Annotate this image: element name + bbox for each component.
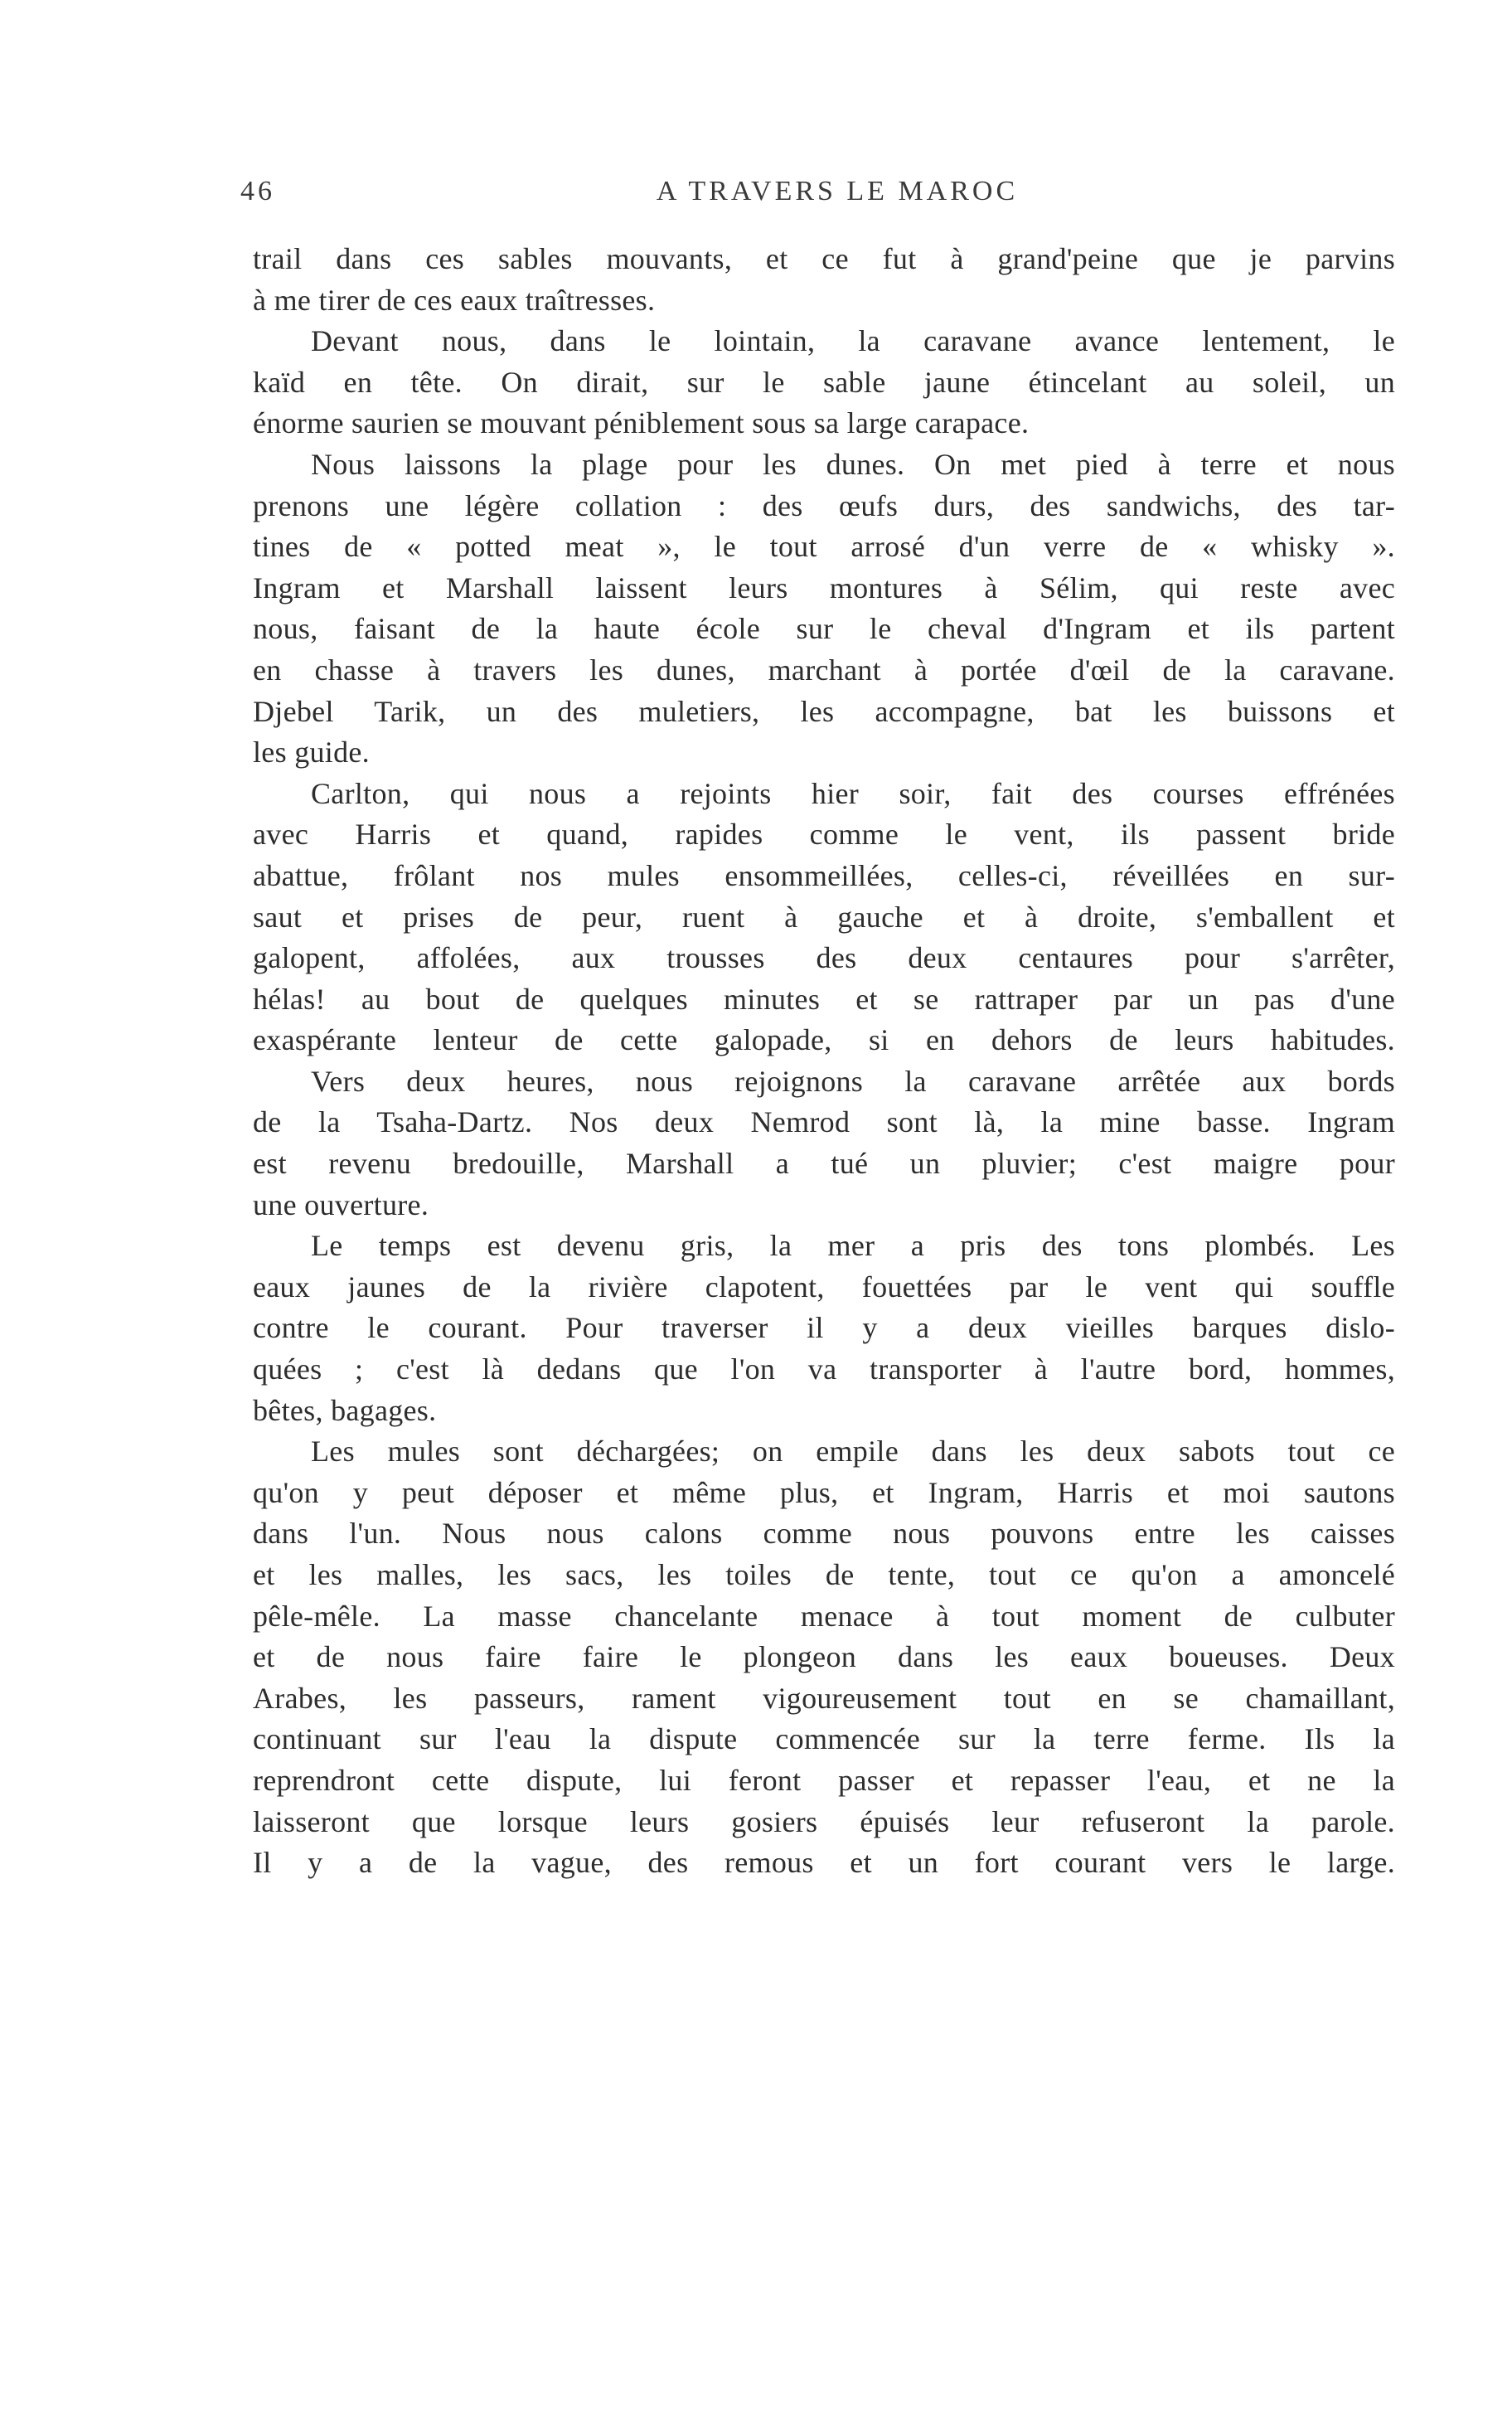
text-line: Il y a de la vague, des remous et un fort courant vers le large. xyxy=(253,1846,1395,1880)
text-line: hélas! au bout de quelques minutes et se rattraper par un pas d'une xyxy=(253,982,1395,1016)
text-line: est revenu bredouille, Marshall a tué un pluvier; c'est maigre pour xyxy=(253,1147,1395,1181)
text-line: Vers deux heures, nous rejoignons la caravane arrêtée aux bords xyxy=(311,1064,1395,1098)
text-line: et de nous faire faire le plongeon dans les eaux boueuses. Deux xyxy=(253,1640,1395,1674)
text-line: laisseront que lorsque leurs gosiers épuisés leur refuseront la parole. xyxy=(253,1804,1395,1838)
text-line: exaspérante lenteur de cette galopade, si en dehors de leurs habitudes. xyxy=(253,1023,1395,1057)
text-line: et les malles, les sacs, les toiles de tente, tout ce qu'on a amoncelé xyxy=(253,1558,1395,1591)
text-line: dans l'un. Nous nous calons comme nous pouvons entre les caisses xyxy=(253,1517,1395,1551)
text-line: contre le courant. Pour traverser il y a deux vieilles barques dislo- xyxy=(253,1311,1395,1345)
text-line: Ingram et Marshall laissent leurs montures à Sélim, qui reste avec xyxy=(253,570,1395,604)
text-line: continuant sur l'eau la dispute commencée sur la terre ferme. Ils la xyxy=(253,1722,1395,1756)
text-line: nous, faisant de la haute école sur le cheval d'Ingram et ils partent xyxy=(253,612,1395,646)
text-line: galopent, affolées, aux trousses des deux centaures pour s'arrêter, xyxy=(253,941,1395,975)
text-line: Le temps est devenu gris, la mer a pris des tons plombés. Les xyxy=(311,1229,1395,1263)
text-line: Nous laissons la plage pour les dunes. On met pied à terre et nous xyxy=(311,447,1395,481)
text-line: abattue, frôlant nos mules ensommeillées, celles-ci, réveillées en sur- xyxy=(253,858,1395,892)
text-line: quées ; c'est là dedans que l'on va transporter à l'autre bord, hommes, xyxy=(253,1352,1395,1386)
text-line: avec Harris et quand, rapides comme le vent, ils passent bride xyxy=(253,818,1395,852)
text-line: trail dans ces sables mouvants, et ce fut à grand'peine que je parvins xyxy=(253,242,1395,275)
text-line: Arabes, les passeurs, rament vigoureusement tout en se chamaillant, xyxy=(253,1681,1395,1715)
text-line: Les mules sont déchargées; on empile dans les deux sabots tout ce xyxy=(311,1435,1395,1469)
text-line: kaïd en tête. On dirait, sur le sable jaune étincelant au soleil, un xyxy=(253,365,1395,399)
text-line: tines de « potted meat », le tout arrosé d'un verre de « whisky ». xyxy=(253,530,1395,564)
text-line: reprendront cette dispute, lui feront passer et repasser l'eau, et ne la xyxy=(253,1763,1395,1797)
text-line: une ouverture. xyxy=(253,1187,429,1221)
text-line: bêtes, bagages. xyxy=(253,1393,437,1427)
text-line: les guide. xyxy=(253,736,370,770)
page-number: 46 xyxy=(240,176,275,206)
text-line: à me tirer de ces eaux traîtresses. xyxy=(253,283,656,317)
text-line: pêle-mêle. La masse chancelante menace à tout moment de culbuter xyxy=(253,1599,1395,1633)
text-line: saut et prises de peur, ruent à gauche et à droite, s'emballent et xyxy=(253,900,1395,934)
text-line: Carlton, qui nous a rejoints hier soir, fait des courses effrénées xyxy=(311,776,1395,810)
text-line: eaux jaunes de la rivière clapotent, fouettées par le vent qui souffle xyxy=(253,1270,1395,1304)
text-line: qu'on y peut déposer et même plus, et Ingram, Harris et moi sautons xyxy=(253,1475,1395,1509)
text-line: énorme saurien se mouvant péniblement sous sa large carapace. xyxy=(253,406,1030,440)
text-line: Djebel Tarik, un des muletiers, les accompagne, bat les buissons et xyxy=(253,694,1395,728)
running-header xyxy=(240,176,1401,217)
text-line: prenons une légère collation : des œufs durs, des sandwichs, des tar- xyxy=(253,488,1395,522)
text-line: Devant nous, dans le lointain, la caravane avance lentement, le xyxy=(311,324,1395,358)
running-title: A TRAVERS LE MAROC xyxy=(656,176,1019,206)
text-line: de la Tsaha-Dartz. Nos deux Nemrod sont là, la mine basse. Ingram xyxy=(253,1105,1395,1139)
body-text xyxy=(253,239,1395,1884)
text-line: en chasse à travers les dunes, marchant à portée d'œil de la caravane. xyxy=(253,653,1395,687)
